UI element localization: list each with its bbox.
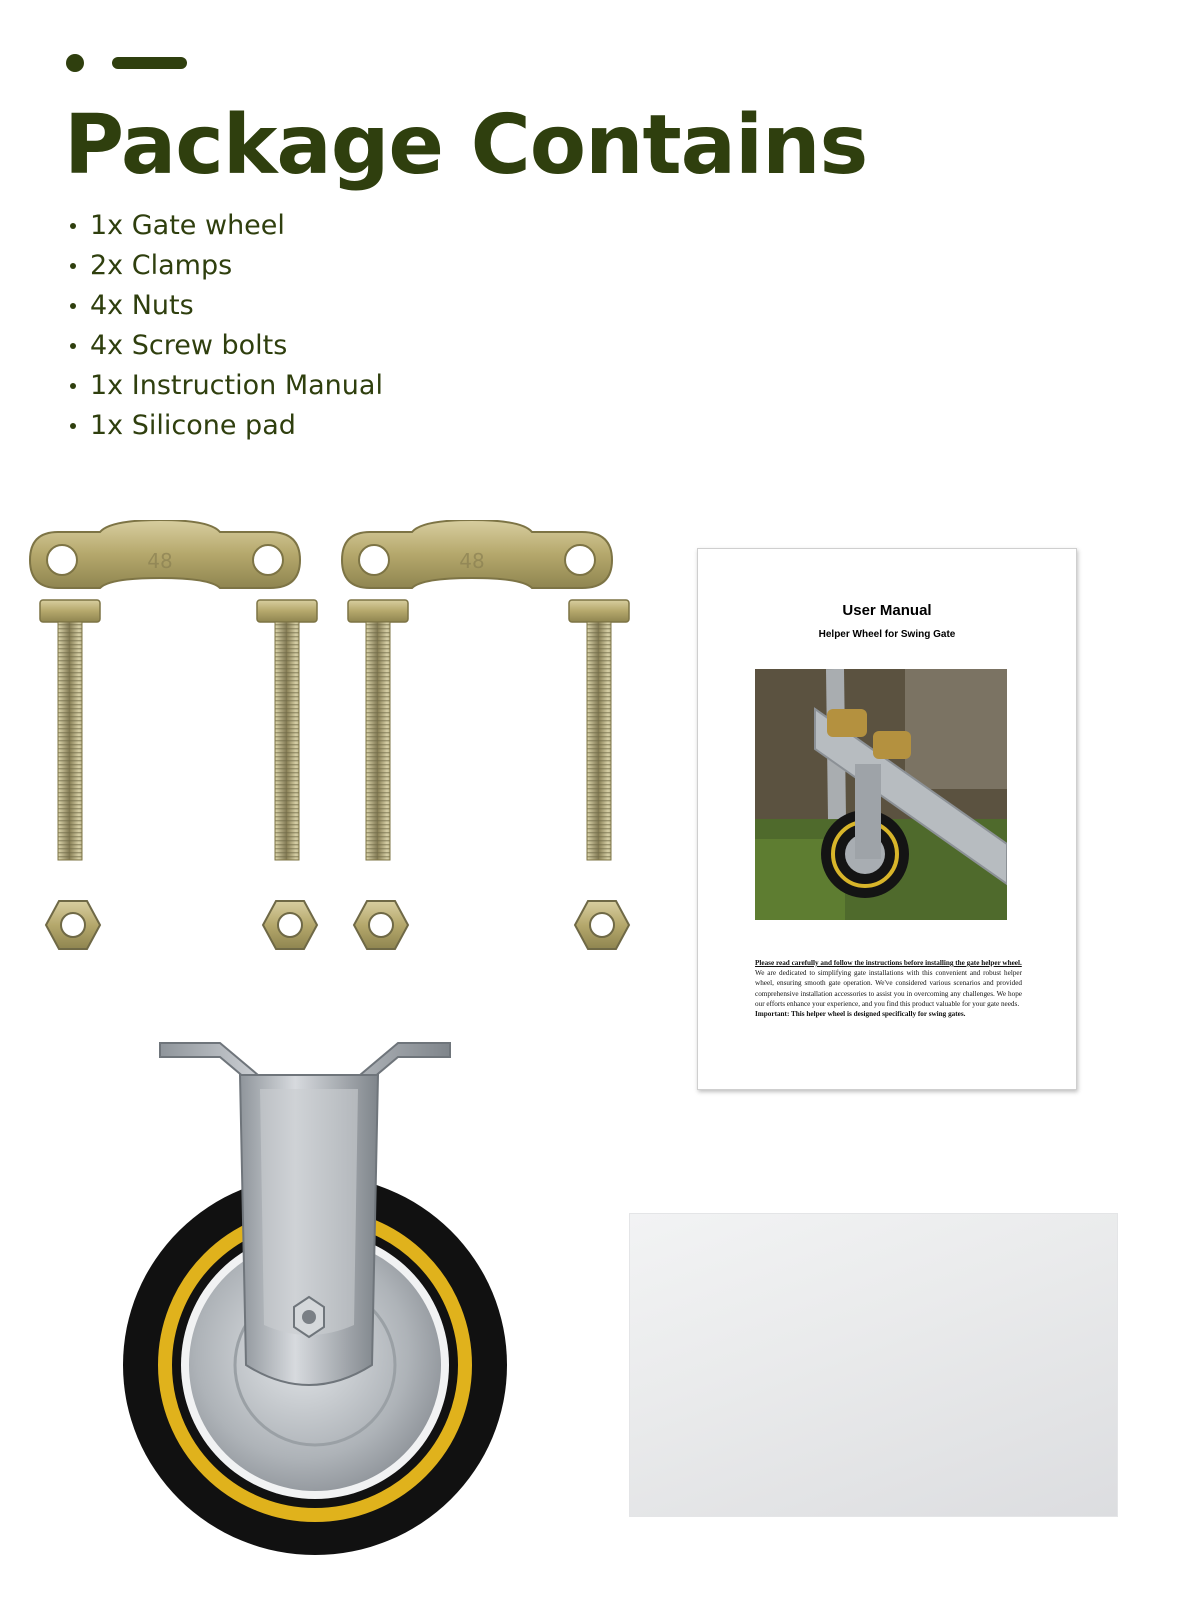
manual-text	[755, 958, 1022, 1019]
list-item: 1x Instruction Manual	[66, 366, 383, 406]
manual-body: We are dedicated to simplifying gate installations with this convenient and robust helper wheel, ensuring smooth gate operation. We've considered various scenarios and provided comprehensive installation accessories to assist you in overcoming any challenges. We hope our efforts enhance your experience, and you find this product valuable for your gate needs.	[755, 969, 1022, 1008]
list-item: 2x Clamps	[66, 246, 383, 286]
contents-list	[66, 206, 383, 446]
manual-intro: Please read carefully and follow the instructions before installing the gate helper wheel.	[755, 959, 1022, 967]
nut	[46, 901, 100, 949]
manual-important: Important: This helper wheel is designed specifically for swing gates.	[755, 1010, 966, 1019]
nut	[575, 901, 629, 949]
page-title: Package Contains	[64, 98, 868, 193]
screw-bolt	[40, 600, 100, 860]
decorative-bar	[112, 57, 187, 69]
list-item: 4x Nuts	[66, 286, 383, 326]
screw-bolt	[257, 600, 317, 860]
clamp	[30, 520, 300, 588]
screw-bolt	[348, 600, 408, 860]
manual-title: User Manual	[842, 602, 932, 619]
silicone-pad	[629, 1213, 1118, 1517]
list-item: 4x Screw bolts	[66, 326, 383, 366]
manual-photo	[755, 669, 1007, 920]
list-item: 1x Gate wheel	[66, 206, 383, 246]
list-item: 1x Silicone pad	[66, 406, 383, 446]
instruction-manual	[697, 548, 1077, 1090]
gate-wheel-image	[110, 1025, 520, 1555]
screw-bolt	[569, 600, 629, 860]
hardware-image	[20, 520, 660, 970]
nut	[263, 901, 317, 949]
manual-subtitle: Helper Wheel for Swing Gate	[818, 629, 956, 640]
clamp	[342, 520, 612, 588]
nut	[354, 901, 408, 949]
decorative-dot	[66, 54, 84, 72]
